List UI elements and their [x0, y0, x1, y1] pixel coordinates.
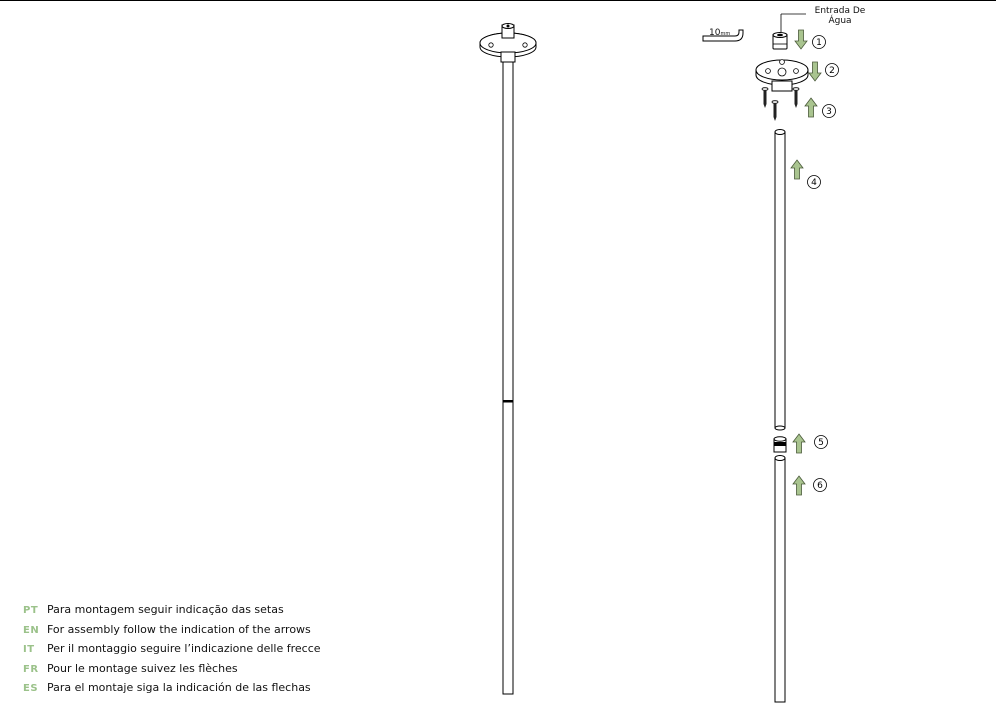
step-number: 6: [817, 481, 823, 492]
instruction-text: Pour le montage suivez les flèches: [47, 661, 238, 675]
step-number: 4: [811, 178, 817, 189]
instruction-text: Para el montaje siga la indicación de las flechas: [47, 681, 311, 694]
step-number: 3: [826, 107, 832, 118]
water-inlet-nut: [773, 33, 787, 50]
exploded-view: [703, 14, 839, 702]
instruction-row: [23, 623, 321, 643]
instruction-row: [23, 603, 321, 623]
instruction-text: Per il montaggio seguire l’indicazione delle frecce: [47, 642, 321, 655]
arrow-up-icon: [805, 98, 817, 117]
wall-flange: [756, 60, 808, 91]
lang-code: PT: [23, 605, 39, 616]
step-number: 5: [818, 438, 824, 449]
arrow-down-icon: [809, 62, 821, 81]
upper-tube: [775, 130, 785, 431]
instruction-text: Para montagem seguir indicação das setas: [47, 603, 284, 616]
lang-code: FR: [23, 663, 39, 675]
mounting-screws: [762, 88, 799, 121]
instruction-text: For assembly follow the indication of the arrows: [47, 622, 311, 636]
arrow-up-icon: [791, 160, 803, 179]
lang-code: EN: [23, 624, 40, 636]
step-number: 2: [829, 66, 835, 77]
step-number: 1: [816, 38, 822, 49]
arrow-down-icon: [795, 30, 807, 49]
instruction-row: [23, 662, 321, 682]
assembled-column: [480, 24, 536, 695]
screw-left: [762, 88, 768, 108]
screw-right: [793, 88, 799, 108]
water-inlet-label-line1: Entrada De: [814, 6, 866, 16]
lang-code: ES: [23, 683, 39, 694]
assembly-instructions: [23, 603, 321, 701]
screw-middle: [772, 101, 778, 121]
instruction-row: [23, 681, 321, 701]
lower-tube: [775, 456, 785, 703]
water-inlet-label-line2: Água: [828, 16, 852, 26]
assembled-tube-lower: [503, 402, 513, 694]
assembled-tube-upper: [503, 62, 513, 402]
arrow-up-icon: [793, 434, 805, 453]
lang-code: IT: [23, 644, 35, 655]
wrench-size-label: 10mm: [709, 28, 731, 38]
tube-connector: [774, 437, 786, 452]
arrow-up-icon: [793, 476, 805, 495]
water-inlet-label: [800, 6, 880, 26]
instruction-row: [23, 642, 321, 662]
